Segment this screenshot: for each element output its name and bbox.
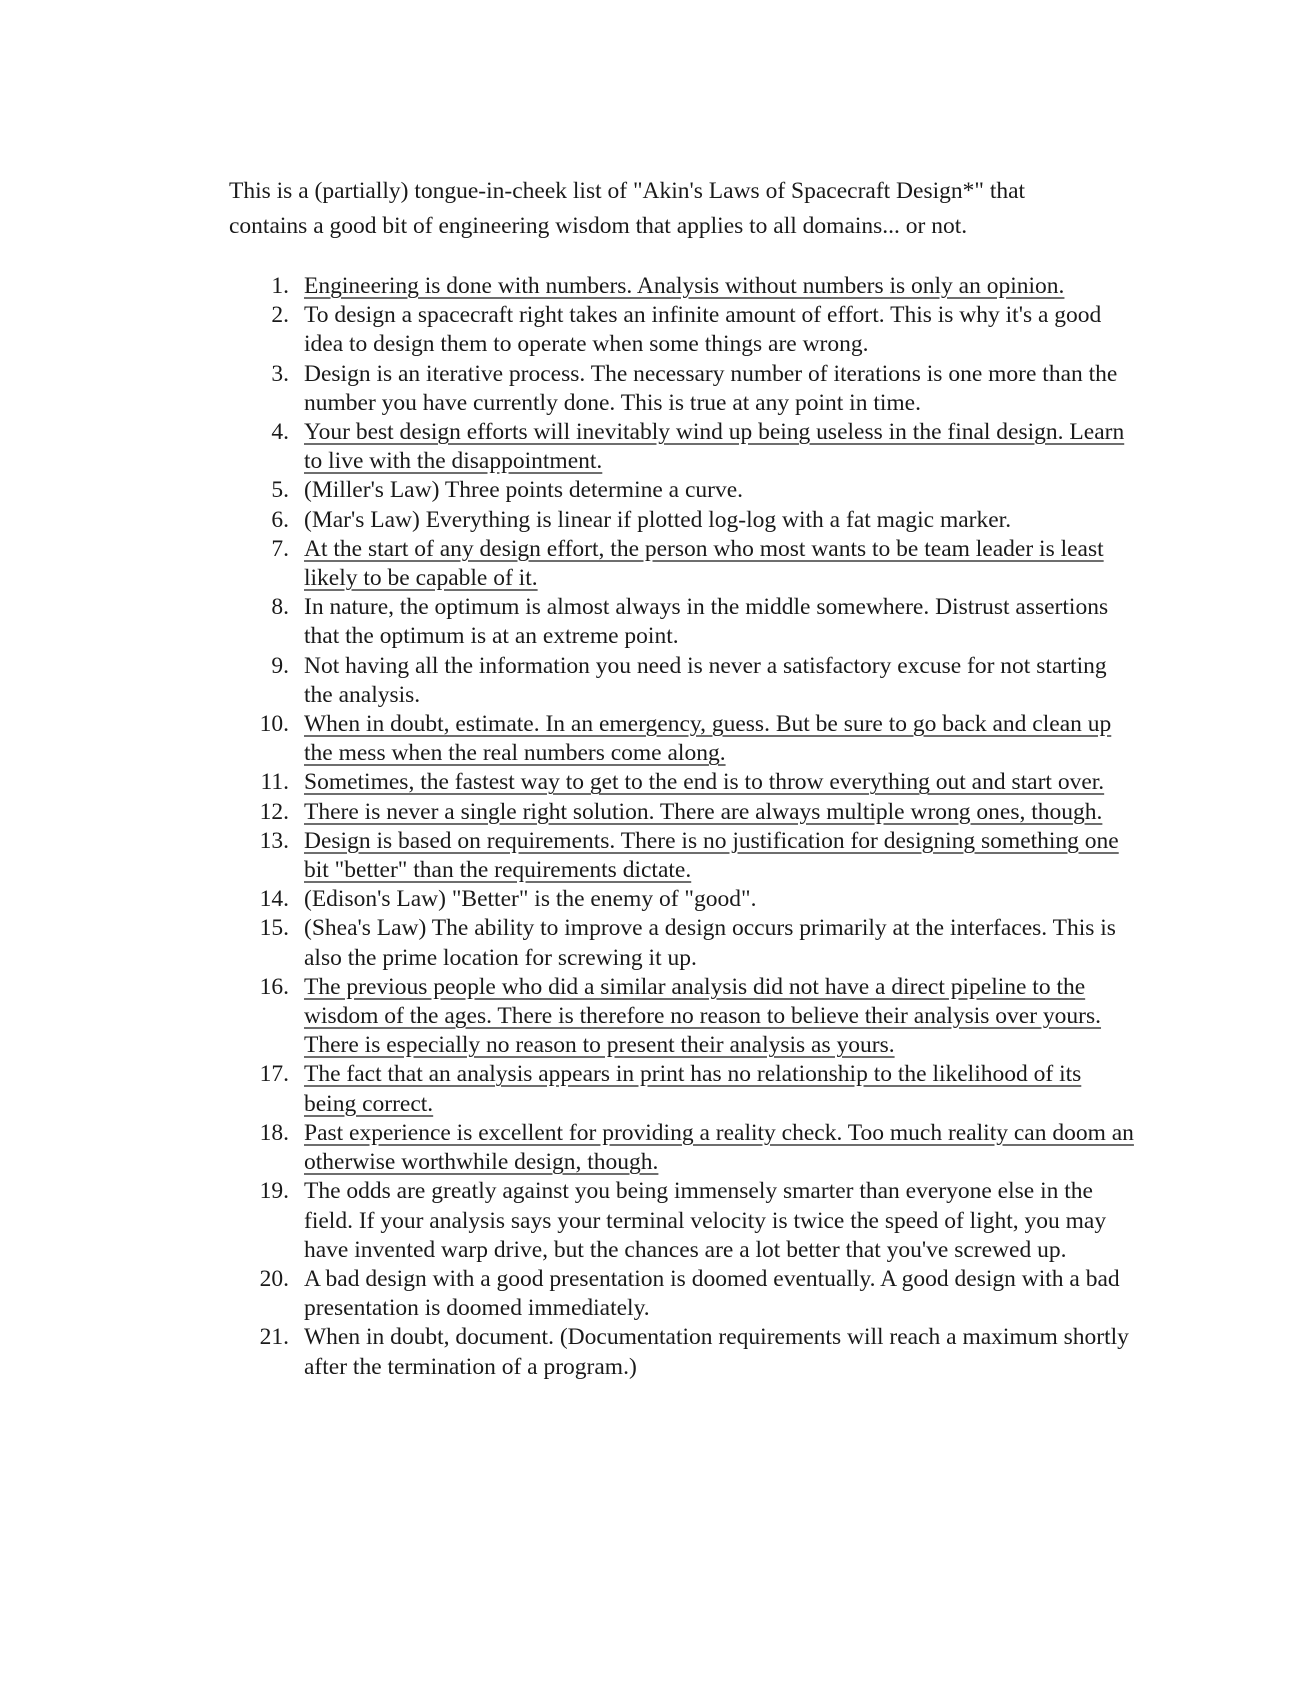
item-number: 17. (259, 1061, 289, 1088)
list-item (229, 1265, 1139, 1323)
item-text: (Mar's Law) Everything is linear if plotted log-log with a fat magic marker. (304, 506, 1012, 533)
item-text: The odds are greatly against you being immensely smarter than everyone else in the field. If your analysis says your terminal velocity is twice the speed of light, you may have invented warp drive, but the chances are a lot better that you've screwed up. (304, 1178, 1107, 1263)
item-number: 16. (259, 973, 289, 1000)
list-item (229, 1177, 1139, 1265)
item-text: To design a spacecraft right takes an infinite amount of effort. This is why it's a good idea to design them to operate when some things are wrong. (304, 302, 1102, 358)
item-text: Engineering is done with numbers. Analysis without numbers is only an opinion. (304, 273, 1065, 299)
item-number: 6. (271, 506, 289, 533)
list-item (229, 506, 1139, 535)
list-item (229, 476, 1139, 505)
list-item (229, 360, 1139, 418)
list-item (229, 885, 1139, 914)
item-text: When in doubt, estimate. In an emergency, guess. But be sure to go back and clean up the mess when the real numbers come along. (304, 711, 1112, 767)
laws-list (229, 272, 1149, 1382)
item-number: 11. (260, 769, 289, 796)
item-number: 15. (259, 915, 289, 942)
item-text: Design is based on requirements. There is no justification for designing something one bit "better" than the requirements dictate. (304, 827, 1119, 884)
intro-paragraph: This is a (partially) tongue-in-cheek list of "Akin's Laws of Spacecraft Design*" that contains a good bit of engineering wisdom that applies to all domains... or not. (229, 178, 1026, 239)
item-text: In nature, the optimum is almost always in the middle somewhere. Distrust assertions that the optimum is at an extreme point. (304, 594, 1109, 650)
item-text: There is never a single right solution. There are always multiple wrong ones, though. (304, 798, 1103, 825)
item-text: Design is an iterative process. The necessary number of iterations is one more than the number you have currently done. This is true at any point in time. (304, 360, 1118, 416)
item-number: 2. (271, 302, 289, 329)
list-item (229, 1323, 1139, 1381)
list-item (229, 798, 1139, 827)
list-item (229, 652, 1139, 710)
list-item (229, 914, 1139, 972)
item-text: The fact that an analysis appears in print has no relationship to the likelihood of its being correct. (304, 1061, 1082, 1117)
item-number: 8. (271, 594, 289, 621)
list-item (229, 973, 1139, 1061)
list-item (229, 827, 1139, 885)
item-number: 14. (259, 886, 289, 913)
item-text: Past experience is excellent for providing a reality check. Too much reality can doom an otherwise worthwhile design, though. (304, 1119, 1134, 1176)
item-text: Sometimes, the fastest way to get to the end is to throw everything out and start over. (304, 769, 1105, 796)
item-text: A bad design with a good presentation is doomed eventually. A good design with a bad presentation is doomed immediately. (304, 1265, 1120, 1322)
item-number: 18. (259, 1119, 289, 1146)
item-number: 12. (259, 798, 289, 825)
item-text: (Edison's Law) "Better" is the enemy of "good". (304, 886, 757, 913)
item-number: 20. (259, 1265, 289, 1292)
item-text: Not having all the information you need is never a satisfactory excuse for not starting the analysis. (304, 652, 1107, 708)
item-number: 1. (271, 273, 289, 299)
item-text: (Miller's Law) Three points determine a curve. (304, 477, 744, 504)
item-number: 3. (271, 360, 289, 387)
list-item (229, 593, 1139, 651)
list-item (229, 272, 1139, 301)
item-number: 13. (259, 827, 289, 854)
list-item (229, 710, 1139, 768)
list-item (229, 768, 1139, 797)
list-item (229, 535, 1139, 593)
item-number: 10. (259, 711, 289, 738)
item-number: 5. (271, 477, 289, 504)
list-item (229, 1119, 1139, 1177)
list-item (229, 301, 1139, 359)
item-text: (Shea's Law) The ability to improve a design occurs primarily at the interfaces. This is also the prime location for screwing it up. (304, 915, 1116, 971)
list-item (229, 418, 1139, 476)
list-item (229, 1060, 1139, 1118)
item-number: 7. (271, 535, 289, 562)
item-number: 9. (271, 652, 289, 679)
item-text: The previous people who did a similar analysis did not have a direct pipeline to the wisdom of the ages. There is therefore no reason to believe their analysis over yours. There is especially no reason to present their analysis as yours. (304, 973, 1102, 1059)
item-text: At the start of any design effort, the person who most wants to be team leader is least likely to be capable of it. (304, 535, 1104, 592)
item-text: Your best design efforts will inevitably wind up being useless in the final design. Learn to live with the disappointment. (304, 419, 1125, 475)
item-number: 4. (271, 419, 289, 446)
item-text: When in doubt, document. (Documentation requirements will reach a maximum shortly after the termination of a program.) (304, 1324, 1129, 1380)
item-number: 21. (259, 1324, 289, 1351)
item-number: 19. (259, 1178, 289, 1205)
